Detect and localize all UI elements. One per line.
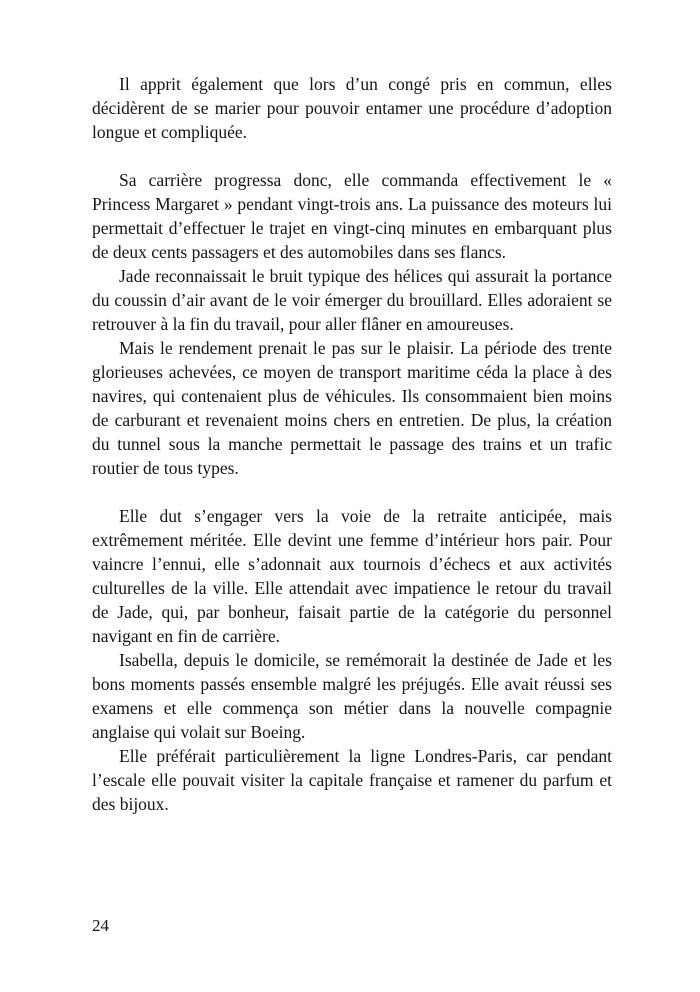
paragraph-6: Isabella, depuis le domicile, se remémorait la destinée de Jade et les bons moments passés ensemble malgré les préjugés. Elle avait réussi ses examens et elle commença son métier dans la nouvelle compagnie anglaise qui volait sur Boeing. bbox=[92, 650, 612, 742]
paragraph-7: Elle préférait particulièrement la ligne Londres-Paris, car pendant l’escale elle pouvait visiter la capitale française et ramener du parfum et des bijoux. bbox=[92, 746, 612, 814]
page-number: 24 bbox=[92, 916, 109, 935]
page-body bbox=[92, 72, 612, 816]
paragraph-3: Jade reconnaissait le bruit typique des hélices qui assurait la portance du coussin d’air avant de le voir émerger du brouillard. Elles adoraient se retrouver à la fin du travail, pour aller flâner en amoureuses. bbox=[92, 266, 612, 334]
paragraph-5: Elle dut s’engager vers la voie de la retraite anticipée, mais extrêmement méritée. Elle devint une femme d’intérieur hors pair. Pour vaincre l’ennui, elle s’adonnait aux tournois d’échecs et aux activités culturelles de la ville. Elle attendait avec impatience le retour du travail de Jade, qui, par bonheur, faisait partie de la catégorie du personnel navigant en fin de carrière. bbox=[92, 506, 612, 646]
paragraph-1: Il apprit également que lors d’un congé pris en commun, elles décidèrent de se marier pour pouvoir entamer une procédure d’adoption longue et compliquée. bbox=[92, 74, 612, 142]
paragraph-4: Mais le rendement prenait le pas sur le plaisir. La période des trente glorieuses achevées, ce moyen de transport maritime céda la place à des navires, qui contenaient plus de véhicules. Ils consommaient bien moins de carburant et revenaient moins chers en entretien. De plus, la création du tunnel sous la manche permettait le passage des trains et un trafic routier de tous types. bbox=[92, 338, 612, 478]
paragraph-2: Sa carrière progressa donc, elle commanda effectivement le « Princess Margaret » pendant vingt-trois ans. La puissance des moteurs lui permettait d’effectuer le trajet en vingt-cinq minutes en embarquant plus de deux cents passagers et des automobiles dans ses flancs. bbox=[92, 170, 612, 262]
